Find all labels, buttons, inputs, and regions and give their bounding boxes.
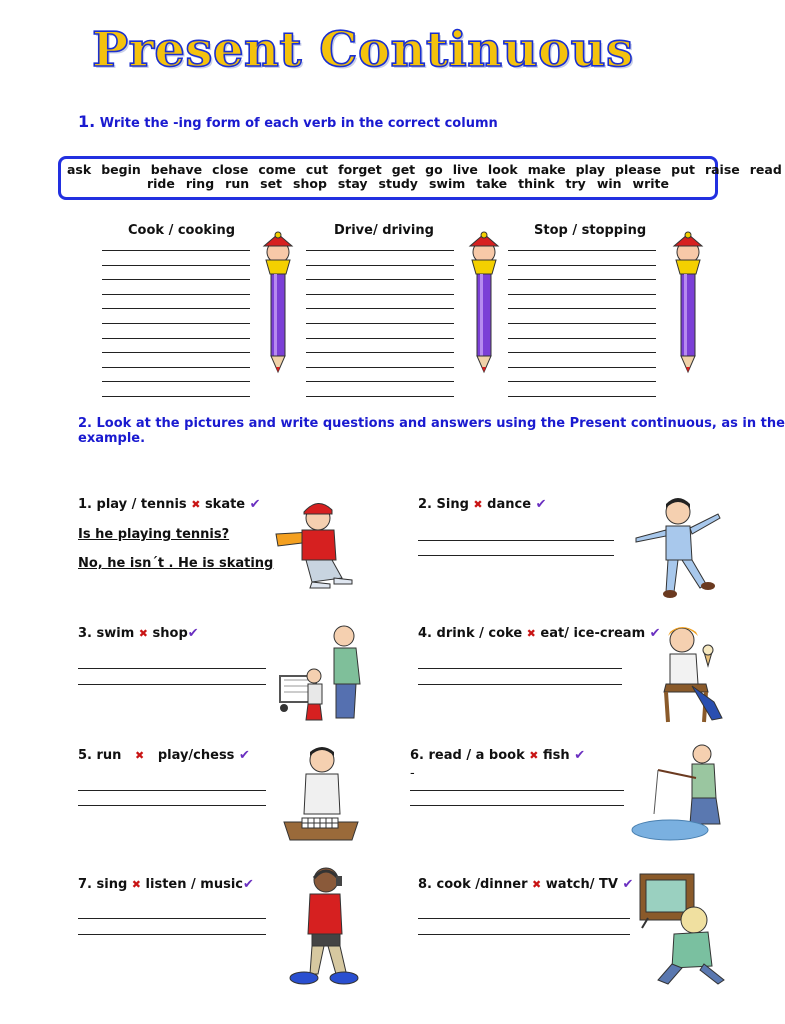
exercise1-heading	[78, 112, 498, 131]
verb-word: swim	[428, 176, 466, 191]
writing-line[interactable]	[306, 381, 454, 382]
item-2-label: 2. Sing	[418, 497, 469, 512]
verb-word: ride	[146, 176, 175, 191]
item-7-right: listen / music	[145, 877, 243, 892]
item-4-right: eat/ ice-cream	[540, 626, 646, 641]
writing-line[interactable]	[306, 279, 454, 280]
verb-word: try	[565, 176, 586, 191]
verb-box	[58, 156, 782, 200]
column-header-driving: Drive/ driving	[334, 223, 434, 238]
answer-line[interactable]	[78, 934, 266, 935]
pencil-illustration	[462, 232, 506, 374]
writing-line[interactable]	[508, 323, 656, 324]
writing-line[interactable]	[102, 338, 250, 339]
verb-word: study	[378, 176, 418, 191]
man-fishing-illustration	[630, 744, 728, 844]
writing-line[interactable]	[508, 352, 656, 353]
item-5-label: 5. run	[78, 748, 122, 763]
check-icon: ✔	[249, 497, 261, 512]
verb-word: come	[258, 162, 296, 177]
check-icon: ✔	[238, 748, 250, 763]
dash-mark: -	[410, 766, 415, 781]
answer-line[interactable]	[418, 540, 614, 541]
writing-line[interactable]	[102, 396, 250, 397]
cross-icon: ✖	[131, 878, 142, 891]
boy-skating-illustration	[272, 498, 358, 594]
writing-line[interactable]	[102, 294, 250, 295]
verb-word: play	[575, 162, 606, 177]
check-icon: ✔	[649, 626, 661, 641]
verb-word: ask	[67, 162, 92, 177]
exercise2-instruction-line1: 2. Look at the pictures and write questions and answers using the Present continuous, as in the	[78, 416, 785, 431]
item-3-label: 3. swim	[78, 626, 135, 641]
writing-line[interactable]	[508, 294, 656, 295]
item-7-prompt	[78, 877, 254, 892]
item-6-prompt	[410, 748, 585, 763]
verb-word: run	[225, 176, 250, 191]
answer-line[interactable]	[418, 918, 630, 919]
writing-line[interactable]	[306, 396, 454, 397]
writing-line[interactable]	[102, 250, 250, 251]
item-1-right: skate	[204, 497, 246, 512]
verb-word: take	[476, 176, 508, 191]
item-4-label: 4. drink / coke	[418, 626, 523, 641]
answer-line[interactable]	[418, 668, 622, 669]
check-icon: ✔	[622, 877, 634, 892]
answer-line[interactable]	[78, 790, 266, 791]
check-icon: ✔	[574, 748, 586, 763]
item-1-prompt	[78, 497, 261, 512]
item-1-label: 1. play / tennis	[78, 497, 187, 512]
item-2-prompt	[418, 497, 546, 512]
item-4-prompt	[418, 626, 661, 641]
man-playing-chess-illustration	[282, 744, 360, 848]
writing-line[interactable]	[102, 381, 250, 382]
verb-word: look	[487, 162, 518, 177]
verb-row-2	[61, 177, 715, 191]
boy-listening-music-illustration	[282, 864, 362, 988]
writing-line[interactable]	[102, 308, 250, 309]
writing-line[interactable]	[508, 338, 656, 339]
item-8-prompt	[418, 877, 633, 892]
example-answer: No, he isn´t . He is skating	[78, 556, 274, 571]
writing-line[interactable]	[306, 338, 454, 339]
boy-watching-tv-illustration	[638, 868, 730, 988]
cross-icon: ✖	[532, 878, 542, 891]
verb-word: please	[615, 162, 662, 177]
answer-line[interactable]	[78, 805, 266, 806]
writing-line[interactable]	[508, 265, 656, 266]
answer-line[interactable]	[418, 934, 630, 935]
answer-line[interactable]	[418, 684, 622, 685]
cross-icon: ✖	[191, 498, 201, 511]
verb-word: set	[260, 176, 283, 191]
answer-line[interactable]	[78, 684, 266, 685]
example-question: Is he playing tennis?	[78, 527, 230, 542]
verb-word: behave	[150, 162, 203, 177]
verb-word: ring	[185, 176, 215, 191]
answer-line[interactable]	[78, 918, 266, 919]
verb-word: think	[518, 176, 555, 191]
item-6-right: fish	[543, 748, 570, 763]
writing-line[interactable]	[508, 250, 656, 251]
verb-word: stay	[337, 176, 368, 191]
verb-word: forget	[338, 162, 382, 177]
writing-line[interactable]	[306, 265, 454, 266]
verb-word: win	[596, 176, 622, 191]
verb-word: go	[425, 162, 443, 177]
verb-word: read	[749, 162, 782, 177]
item-3-right: shop	[152, 626, 188, 641]
verb-word: shop	[293, 176, 327, 191]
verb-word: write	[632, 176, 669, 191]
verb-word: put	[671, 162, 695, 177]
item-8-label: 8. cook /dinner	[418, 877, 528, 892]
writing-line[interactable]	[508, 367, 656, 368]
column-header-stopping: Stop / stopping	[534, 223, 647, 238]
verb-word: begin	[101, 162, 141, 177]
writing-line[interactable]	[306, 294, 454, 295]
writing-line[interactable]	[102, 352, 250, 353]
answer-line[interactable]	[418, 555, 614, 556]
writing-line[interactable]	[306, 308, 454, 309]
verb-word: live	[452, 162, 478, 177]
writing-line[interactable]	[306, 352, 454, 353]
writing-line[interactable]	[102, 279, 250, 280]
cross-icon: ✖	[135, 749, 145, 762]
writing-line[interactable]	[306, 367, 454, 368]
shopping-illustration	[274, 624, 372, 730]
girl-eating-icecream-illustration	[649, 622, 732, 730]
check-icon: ✔	[242, 877, 254, 892]
verb-row-1	[61, 162, 782, 177]
writing-line[interactable]	[306, 250, 454, 251]
writing-line[interactable]	[508, 381, 656, 382]
pencil-illustration	[256, 232, 300, 374]
exercise1-instruction: Write the -ing form of each verb in the correct column	[99, 116, 498, 131]
verb-word: raise	[704, 162, 740, 177]
writing-line[interactable]	[102, 323, 250, 324]
verb-word: close	[212, 162, 249, 177]
pencil-illustration	[666, 232, 710, 374]
verb-word: make	[527, 162, 566, 177]
cross-icon: ✖	[529, 749, 539, 762]
item-5-right: play/chess	[157, 748, 235, 763]
item-6-label: 6. read / a book	[410, 748, 525, 763]
page-title: Present Continuous	[92, 22, 634, 78]
writing-line[interactable]	[508, 279, 656, 280]
answer-line[interactable]	[410, 805, 624, 806]
item-3-prompt	[78, 626, 199, 641]
item-7-label: 7. sing	[78, 877, 128, 892]
exercise1-number: 1.	[78, 112, 96, 131]
writing-line[interactable]	[508, 396, 656, 397]
item-2-right: dance	[487, 497, 532, 512]
answer-line[interactable]	[78, 668, 266, 669]
writing-line[interactable]	[508, 308, 656, 309]
writing-line[interactable]	[306, 323, 454, 324]
cross-icon: ✖	[526, 627, 536, 640]
verb-word: cut	[305, 162, 329, 177]
writing-line[interactable]	[102, 265, 250, 266]
item-8-right: watch/ TV	[545, 877, 618, 892]
check-icon: ✔	[535, 497, 547, 512]
verb-word: get	[391, 162, 416, 177]
answer-line[interactable]	[410, 790, 624, 791]
cross-icon: ✖	[473, 498, 483, 511]
boy-dancing-illustration	[630, 496, 726, 600]
exercise2-instruction-line2: example.	[78, 431, 146, 446]
cross-icon: ✖	[138, 627, 149, 640]
writing-line[interactable]	[102, 367, 250, 368]
column-header-cooking: Cook / cooking	[128, 223, 236, 238]
item-5-prompt	[78, 748, 250, 763]
check-icon: ✔	[187, 626, 199, 641]
